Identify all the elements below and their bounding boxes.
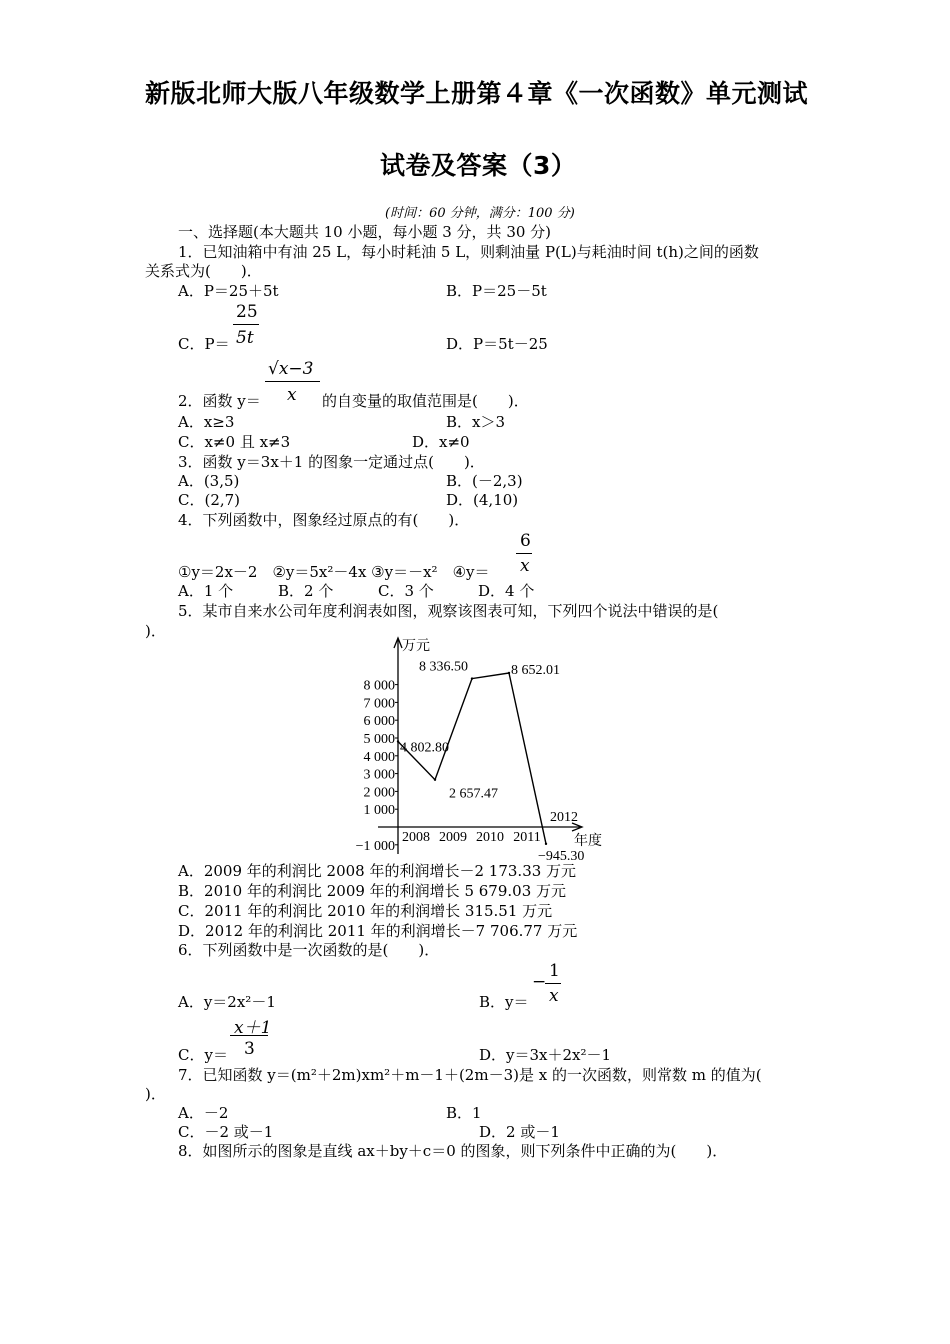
q3-option-a: A．(3,5) (178, 472, 240, 490)
section-heading: 一、选择题(本大题共 10 小题，每小题 3 分，共 30 分) (178, 223, 552, 241)
q1-stem-line2: 关系式为( )． (145, 262, 262, 280)
q1-option-a: A．P＝25＋5t (178, 282, 279, 300)
q1-stem-line1: 1．已知油箱中有油 25 L，每小时耗油 5 L，则剩油量 P(L)与耗油时间 t(h)之间的函数 (178, 243, 759, 261)
q6-b-minus: − (532, 972, 547, 992)
q5-option-c: C．2011 年的利润比 2010 年的利润增长 315.51 万元 (178, 902, 553, 920)
data-point (508, 672, 510, 674)
q6-b-fraction-bar (545, 983, 561, 984)
data-point (397, 740, 399, 742)
y-axis-label: 万元 (402, 639, 430, 654)
q7-option-b: B．1 (446, 1104, 482, 1122)
q1-option-b: B．P＝25－5t (446, 282, 547, 300)
q7-option-c: C．－2 或－1 (178, 1123, 274, 1141)
q2-numerator: √x−3 (268, 359, 314, 379)
q7-stem-line1: 7．已知函数 y＝(m²＋2m)xm²＋m－1＋(2m－3)是 x 的一次函数，则常数 m 的值为( (178, 1066, 762, 1084)
q2-fraction-bar (265, 381, 320, 382)
q1-c-fraction-bar (233, 324, 259, 325)
q4-option-c: C．3 个 (378, 582, 434, 600)
x-tick-label: 2012 (550, 810, 578, 825)
data-label: 8 652.01 (511, 662, 560, 678)
profit-line-chart (340, 632, 620, 862)
q7-option-a: A．－2 (178, 1104, 229, 1122)
q1-c-numerator: 25 (236, 302, 258, 322)
y-tick-label: 5 000 (363, 732, 395, 747)
q4-denominator: x (520, 556, 530, 576)
q6-option-d: D．y＝3x＋2x²－1 (479, 1046, 612, 1064)
q6-c-numerator: x＋1 (234, 1018, 272, 1038)
data-label: 4 802.80 (400, 740, 449, 756)
q1-option-d: D．P＝5t－25 (446, 335, 548, 353)
data-label: 2 657.47 (449, 786, 498, 802)
q6-option-c-prefix: C．y＝ (178, 1046, 228, 1064)
y-tick-label: 3 000 (363, 767, 395, 783)
q3-stem: 3．函数 y＝3x＋1 的图象一定通过点( )． (178, 453, 485, 471)
q4-option-a: A．1 个 (178, 582, 234, 600)
q2-stem-prefix: 2．函数 y＝ (178, 392, 261, 410)
q2-option-d: D．x≠0 (412, 433, 470, 451)
q7-stem-line2: )． (145, 1085, 166, 1103)
q4-option-d: D．4 个 (478, 582, 535, 600)
y-tick-label: 1 000 (363, 803, 395, 819)
q3-option-c: C．(2,7) (178, 491, 241, 509)
q6-b-numerator: 1 (549, 961, 560, 981)
q4-option-b: B．2 个 (278, 582, 334, 600)
q8-stem: 8．如图所示的图象是直线 ax＋by＋c＝0 的图象，则下列条件中正确的为( )． (178, 1142, 728, 1160)
x-tick-label: 2011 (513, 830, 541, 845)
data-point (471, 677, 473, 679)
q4-stem: 4．下列函数中，图象经过原点的有( )． (178, 511, 470, 529)
x-tick-label: 2010 (476, 830, 504, 845)
q6-c-denominator: 3 (244, 1039, 255, 1059)
y-tick-label: 6 000 (363, 714, 395, 730)
q5-option-b: B．2010 年的利润比 2009 年的利润增长 5 679.03 万元 (178, 882, 567, 900)
data-point (545, 843, 547, 845)
q6-b-denominator: x (549, 986, 559, 1006)
q6-c-fraction-bar (230, 1035, 268, 1036)
q7-option-d: D．2 或－1 (479, 1123, 560, 1141)
title-line-1: 新版北师大版八年级数学上册第４章《一次函数》单元测试 (145, 79, 809, 108)
profit-series-line (398, 673, 546, 844)
q2-option-b: B．x＞3 (446, 413, 506, 431)
y-tick-label: 4 000 (363, 749, 395, 765)
title-line-2: 试卷及答案（3） (380, 151, 577, 180)
data-label: −945.30 (538, 848, 585, 862)
q5-stem-line1: 5．某市自来水公司年度利润表如图，观察该图表可知，下列四个说法中错误的是( (178, 602, 719, 620)
q4-numerator: 6 (520, 531, 531, 551)
time-info: (时间：60 分钟，满分：100 分) (385, 206, 575, 221)
data-label: 8 336.50 (419, 659, 468, 675)
y-tick-label: 8 000 (363, 678, 395, 694)
q1-c-denominator: 5t (236, 328, 254, 348)
q3-option-d: D．(4,10) (446, 491, 519, 509)
q6-stem: 6．下列函数中是一次函数的是( )． (178, 941, 440, 959)
x-tick-label: 2009 (439, 830, 467, 845)
q6-option-b-prefix: B．y＝ (479, 993, 529, 1011)
x-axis-label: 年度 (574, 834, 602, 849)
q3-option-b: B．(－2,3) (446, 472, 523, 490)
q2-option-a: A．x≥3 (178, 413, 235, 431)
q2-denominator: x (287, 385, 297, 405)
q5-option-a: A．2009 年的利润比 2008 年的利润增长－2 173.33 万元 (178, 862, 577, 880)
q5-stem-line2: )． (145, 622, 166, 640)
q2-stem-suffix: 的自变量的取值范围是( )． (322, 392, 529, 410)
q1-option-c-prefix: C．P＝ (178, 335, 230, 353)
x-tick-label: 2008 (402, 830, 430, 845)
y-tick-label: 2 000 (363, 785, 395, 801)
q5-option-d: D．2012 年的利润比 2011 年的利润增长－7 706.77 万元 (178, 922, 578, 940)
data-point (434, 778, 436, 780)
y-tick-label: 7 000 (363, 696, 395, 712)
q4-fraction-bar (516, 553, 532, 554)
q6-option-a: A．y＝2x²－1 (178, 993, 276, 1011)
q4-items: ①y＝2x－2 ②y＝5x²－4x ③y＝－x² ④y＝ (178, 563, 490, 581)
y-tick-label: −1 000 (355, 838, 395, 854)
q2-option-c: C．x≠0 且 x≠3 (178, 433, 291, 451)
